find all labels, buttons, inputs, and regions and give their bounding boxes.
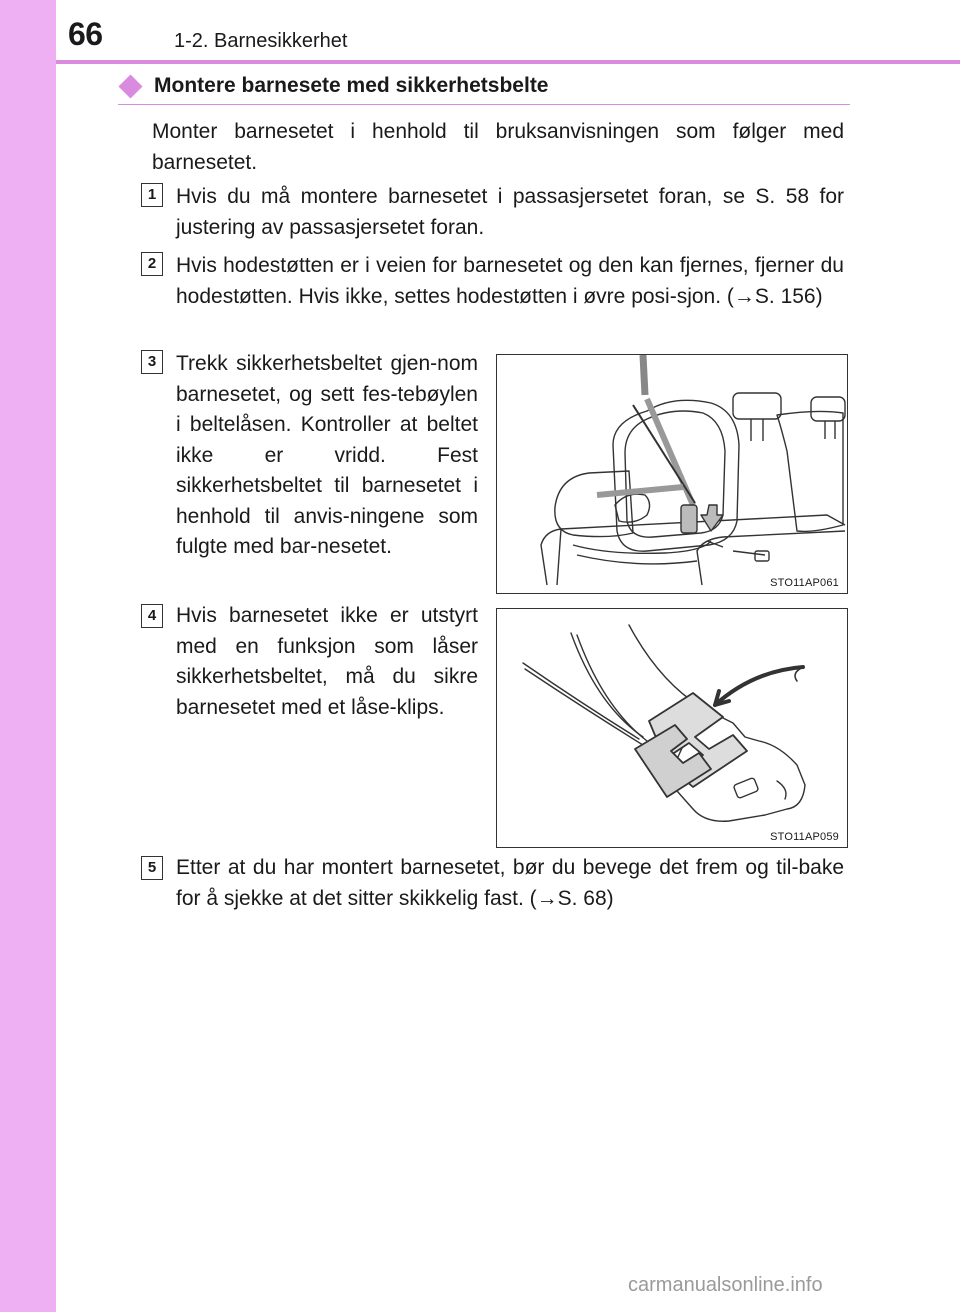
side-color-strip	[0, 0, 56, 1312]
step-number-1: 1	[141, 183, 163, 207]
watermark: carmanualsonline.info	[628, 1274, 823, 1296]
figure-child-seat-belt	[496, 354, 848, 594]
intro-paragraph: Monter barnesetet i henhold til bruksanvisningen som følger med barnesetet.	[152, 120, 844, 174]
diamond-bullet-icon	[118, 74, 142, 98]
figure-code-2: STO11AP059	[770, 831, 839, 843]
child-seat-illustration	[497, 355, 847, 593]
step-number-4: 4	[141, 604, 163, 628]
step-text-3: Trekk sikkerhetsbeltet gjen-nom barnesetet, og sett fes-tebøylen i beltelåsen. Kontroller at beltet ikke er vridd. Fest sikkerhetsbeltet til barnesetet i henhold til anvis-ningene som fulgte med bar-nesetet.	[176, 352, 478, 558]
heading-divider	[118, 104, 850, 105]
locking-clip-illustration	[497, 609, 847, 847]
figure-locking-clip	[496, 608, 848, 848]
step-text-2: Hvis hodestøtten er i veien for barnesetet og den kan fjernes, fjerner du hodestøtten. Hvis ikke, settes hodestøtten i øvre posi-sjon. (→S. 156)	[176, 254, 844, 308]
page-number: 66	[68, 16, 103, 52]
step-text-1: Hvis du må montere barnesetet i passasjersetet foran, se S. 58 for justering av passasjersetet foran.	[176, 185, 844, 239]
section-title: 1-2. Barnesikkerhet	[174, 30, 348, 52]
step-number-5: 5	[141, 856, 163, 880]
figure-code-1: STO11AP061	[770, 577, 839, 589]
step-text-5: Etter at du har montert barnesetet, bør du bevege det frem og til-bake for å sjekke at det sitter skikkelig fast. (→S. 68)	[176, 856, 844, 910]
step-number-2: 2	[141, 252, 163, 276]
step-text-4: Hvis barnesetet ikke er utstyrt med en funksjon som låser sikkerhetsbeltet, må du sikre barnesetet med et låse-klips.	[176, 604, 478, 719]
header-rule	[56, 60, 960, 64]
step-number-3: 3	[141, 350, 163, 374]
section-heading: Montere barnesete med sikkerhetsbelte	[154, 74, 549, 97]
